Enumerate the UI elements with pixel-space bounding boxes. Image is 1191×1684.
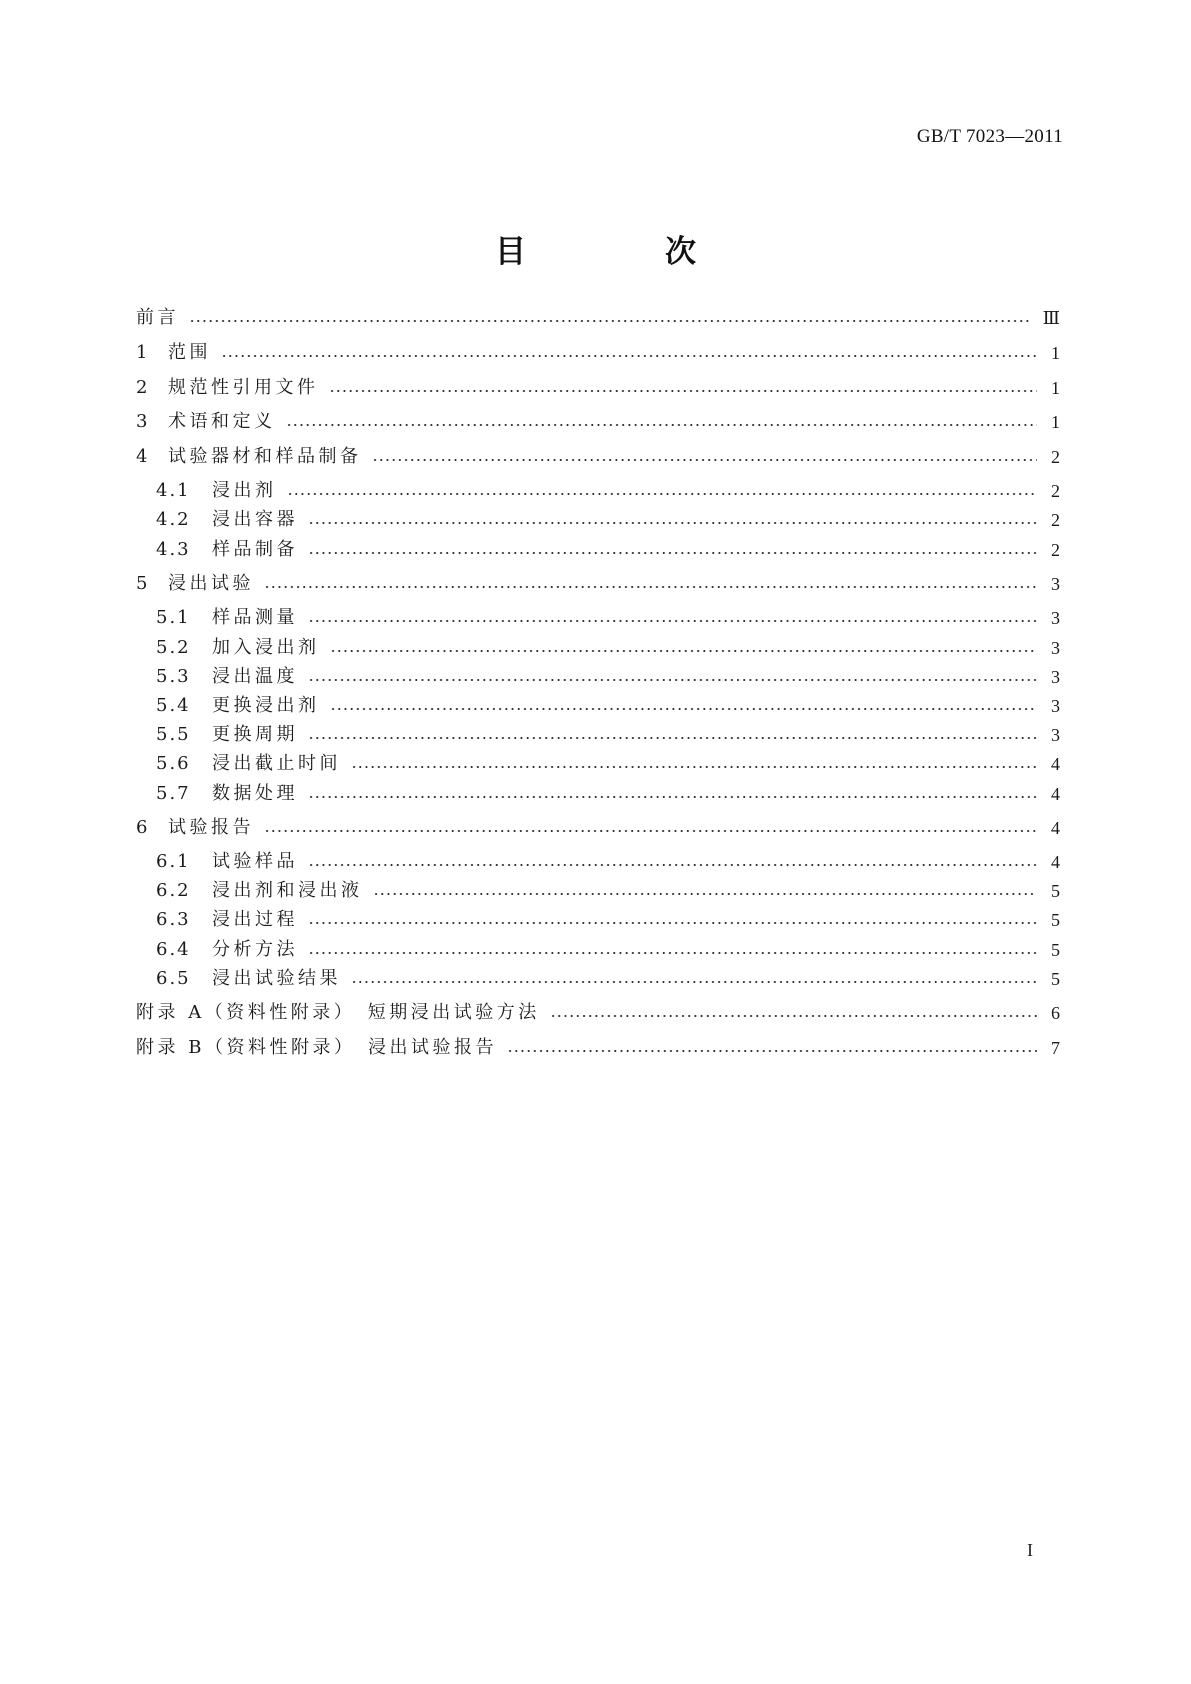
toc-entry-5[interactable] [136, 565, 1060, 595]
toc-entry-5-3[interactable] [136, 658, 1060, 688]
toc-entry-4-3[interactable] [136, 531, 1060, 561]
toc-entry-page: 6 [1051, 1003, 1060, 1023]
toc-entry-label: 浸出试验结果 [212, 968, 341, 989]
toc-entry-page: 3 [1051, 696, 1060, 716]
toc-entry-number: 5.6 [156, 753, 191, 774]
toc-entry-foreword[interactable] [136, 299, 1060, 329]
toc-entry-6[interactable] [136, 809, 1060, 839]
toc-entry-number: 6.4 [156, 939, 191, 960]
dot-leader [308, 550, 1037, 556]
toc-entry-6-3[interactable] [136, 901, 1060, 931]
dot-leader [286, 422, 1038, 428]
toc-entry-label: 范围 [168, 342, 211, 363]
toc-entry-annex-a[interactable] [136, 994, 1060, 1024]
toc-entry-5-7[interactable] [136, 775, 1060, 805]
toc-entry-number: 5 [136, 573, 150, 594]
toc-entry-number: 5.5 [156, 724, 191, 745]
toc-entry-label: 浸出剂 [212, 480, 277, 501]
toc-entry-number: 3 [136, 411, 150, 432]
toc-entry-label: 规范性引用文件 [168, 377, 319, 398]
toc-entry-6-5[interactable] [136, 960, 1060, 990]
toc-entry-label: 试验报告 [168, 817, 254, 838]
toc-entry-label: 分析方法 [212, 939, 298, 960]
dot-leader [330, 706, 1038, 712]
toc-entry-page: 5 [1051, 940, 1060, 960]
toc-entry-label: 样品测量 [212, 607, 298, 628]
toc-entry-number: 4.1 [156, 480, 191, 501]
toc-entry-page: 3 [1051, 638, 1060, 658]
toc-entry-page: Ⅲ [1042, 308, 1060, 328]
dot-leader [308, 950, 1037, 956]
toc-entry-6-2[interactable] [136, 872, 1060, 902]
dot-leader [329, 388, 1038, 394]
dot-leader [308, 794, 1037, 800]
toc-entry-5-1[interactable] [136, 599, 1060, 629]
dot-leader [264, 584, 1037, 590]
toc-entry-page: 7 [1051, 1038, 1060, 1058]
toc-entry-5-6[interactable] [136, 745, 1060, 775]
toc-entry-page: 5 [1051, 881, 1060, 901]
toc-entry-page: 4 [1051, 818, 1060, 838]
standard-code: GB/T 7023—2011 [916, 126, 1063, 147]
toc-entry-4-2[interactable] [136, 501, 1060, 531]
toc-entry-2[interactable] [136, 369, 1060, 399]
page-number: I [1027, 1540, 1033, 1560]
toc-entry-1[interactable] [136, 334, 1060, 364]
toc-entry-number: 4.2 [156, 509, 191, 530]
dot-leader [507, 1048, 1037, 1054]
toc-entry-label: 浸出截止时间 [212, 753, 341, 774]
toc-entry-page: 3 [1051, 608, 1060, 628]
dot-leader [308, 520, 1037, 526]
toc-entry-label: 浸出温度 [212, 666, 298, 687]
toc-entry-label: 数据处理 [212, 783, 298, 804]
toc-entry-number: 6 [136, 817, 150, 838]
dot-leader [308, 920, 1037, 926]
toc-entry-number: 5.4 [156, 695, 191, 716]
dot-leader [351, 979, 1037, 985]
toc-entry-6-1[interactable] [136, 843, 1060, 873]
toc-entry-label: 样品制备 [212, 539, 298, 560]
toc-entry-6-4[interactable] [136, 931, 1060, 961]
toc-entry-number: 6.2 [156, 880, 191, 901]
toc-entry-5-2[interactable] [136, 629, 1060, 659]
dot-leader [287, 491, 1038, 497]
toc-entry-page: 3 [1051, 667, 1060, 687]
toc-entry-page: 4 [1051, 784, 1060, 804]
toc-entry-label: 浸出过程 [212, 909, 298, 930]
dot-leader [330, 648, 1038, 654]
toc-entry-number: 1 [136, 342, 150, 363]
dot-leader [264, 828, 1037, 834]
toc-entry-page: 5 [1051, 910, 1060, 930]
toc-entry-4[interactable] [136, 438, 1060, 468]
toc-entry-page: 2 [1051, 540, 1060, 560]
toc-entry-number: 5.7 [156, 783, 191, 804]
toc-entry-page: 3 [1051, 725, 1060, 745]
toc-entry-number: 4 [136, 446, 150, 467]
toc-entry-page: 2 [1051, 447, 1060, 467]
toc-entry-number: 6.5 [156, 968, 191, 989]
toc-entry-label: 更换浸出剂 [212, 695, 320, 716]
toc-entry-5-5[interactable] [136, 716, 1060, 746]
toc-entry-page: 1 [1051, 412, 1060, 432]
page-title: 目 次 [495, 234, 750, 270]
dot-leader [189, 318, 1029, 324]
toc-entry-annex-b[interactable] [136, 1029, 1060, 1059]
dot-leader [308, 618, 1037, 624]
dot-leader [372, 457, 1038, 463]
toc-entry-label: 加入浸出剂 [212, 637, 320, 658]
toc-entry-5-4[interactable] [136, 687, 1060, 717]
toc-entry-page: 2 [1051, 510, 1060, 530]
toc-entry-number: 5.2 [156, 637, 191, 658]
dot-leader [550, 1013, 1037, 1019]
toc-entry-page: 2 [1051, 481, 1060, 501]
toc-entry-label: 浸出容器 [212, 509, 298, 530]
toc-entry-label: 浸出试验 [168, 573, 254, 594]
toc-entry-number: 5.1 [156, 607, 191, 628]
toc-entry-label: 附录 A（资料性附录） 短期浸出试验方法 [136, 1002, 540, 1023]
toc-entry-page: 1 [1051, 343, 1060, 363]
toc-entry-number: 6.3 [156, 909, 191, 930]
toc-entry-label: 附录 B（资料性附录） 浸出试验报告 [136, 1037, 497, 1058]
dot-leader [308, 677, 1037, 683]
toc-entry-page: 3 [1051, 574, 1060, 594]
toc-entry-number: 5.3 [156, 666, 191, 687]
toc-entry-label: 试验器材和样品制备 [168, 446, 362, 467]
dot-leader [308, 862, 1037, 868]
toc-entry-number: 2 [136, 377, 150, 398]
toc-entry-label: 前言 [136, 307, 179, 328]
toc-entry-number: 4.3 [156, 539, 191, 560]
toc-entry-page: 5 [1051, 969, 1060, 989]
dot-leader [221, 353, 1037, 359]
toc-entry-number: 6.1 [156, 851, 191, 872]
toc-entry-3[interactable] [136, 403, 1060, 433]
toc-entry-page: 4 [1051, 852, 1060, 872]
toc-entry-4-1[interactable] [136, 472, 1060, 502]
toc-entry-label: 术语和定义 [168, 411, 276, 432]
dot-leader [351, 764, 1037, 770]
toc-entry-label: 更换周期 [212, 724, 298, 745]
dot-leader [373, 891, 1038, 897]
toc-entry-page: 1 [1051, 378, 1060, 398]
toc-entry-page: 4 [1051, 754, 1060, 774]
toc-entry-label: 试验样品 [212, 851, 298, 872]
toc-entry-label: 浸出剂和浸出液 [212, 880, 363, 901]
dot-leader [308, 735, 1037, 741]
